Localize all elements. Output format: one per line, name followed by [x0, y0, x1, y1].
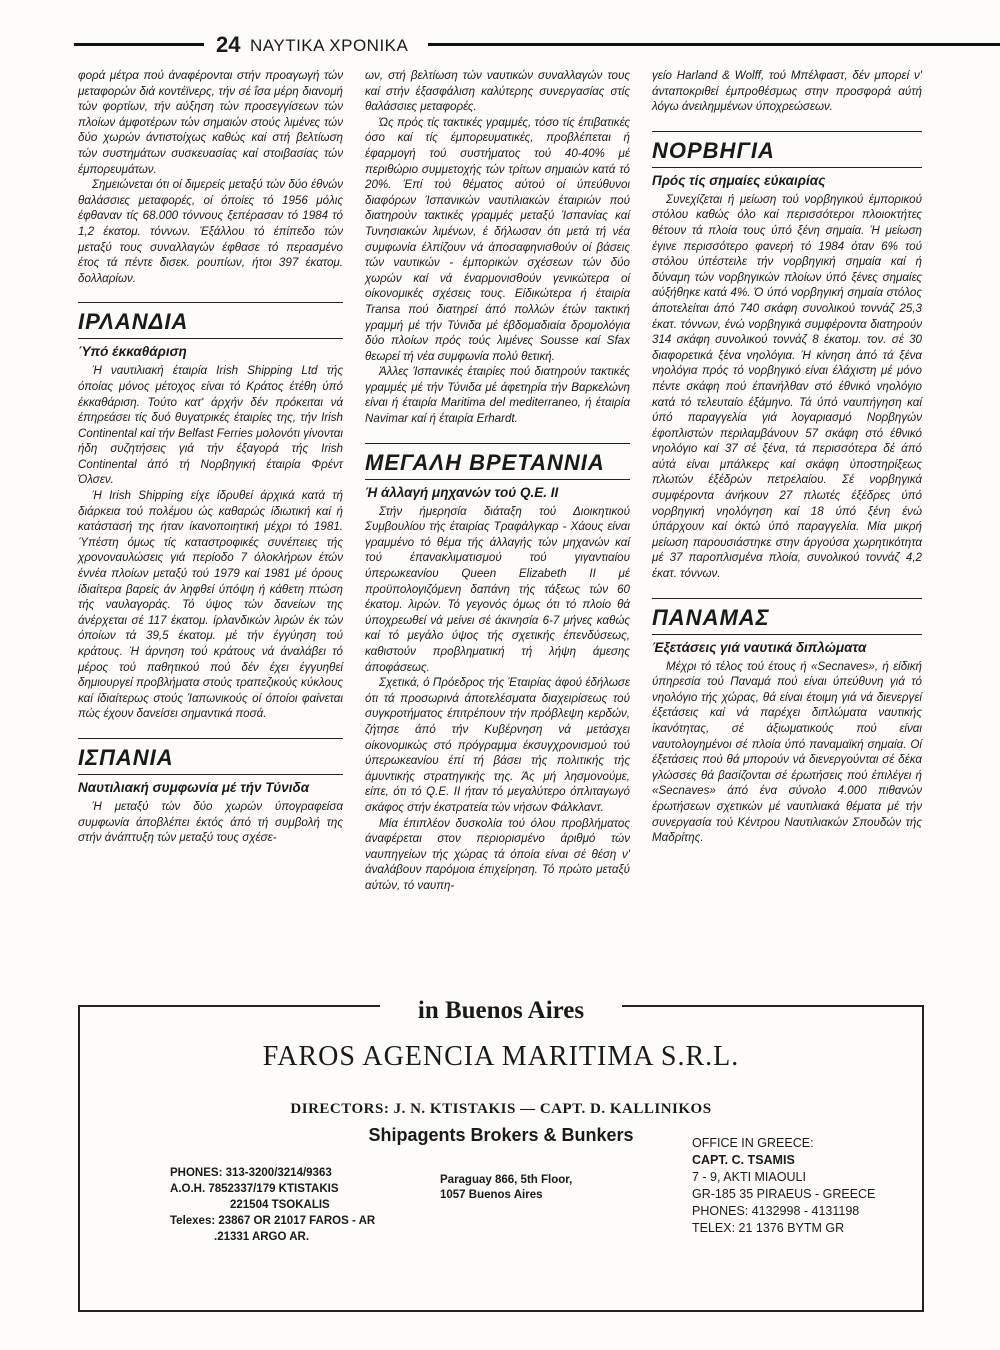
ireland-paragraph-1: Ή ναυτιλιακή έταιρία Irish Shipping Ltd τής όποίας μόνος μέτοχος είναι τό Κράτος έτέθη ύπό έκκαθάριση. Τούτο κατ' άρχήν δέν πρόκειται νά έπηρεάσει τίς δυό θυγατρικές έταιρίες της, τήν Irish Continental καί τήν Belfast Ferries μολονότι γίνονται ήδη συζητήσεις γιά τήν έξαγορά τής Irish Continental άπό τή Νορβηγική έταιρία Φρέντ Όλσεν.: [78, 364, 343, 487]
intro-paragraph-2: Σημειώνεται ότι οί διμερείς μεταξύ τών δύο έθνών θαλάσσιες μεταφορές, οί όποίες τό 1956 μόλις έφθαναν τίς 68.000 τόννους ξεπέρασαν τό 1984 τό 1,2 έκατομ. τόννων. Έξάλλου τό έπίπεδο τών μεταξύ τους συναλλαγών έφθασε τό περασμένο έτος τά πέντε δισεκ. ρουπίων, ήτοι 397 έκατομ. δολλαρίων.: [78, 178, 343, 285]
advertisement-box: [78, 997, 924, 1312]
section-title-panama: ΠΑΝΑΜΑΣ: [652, 604, 770, 630]
section-subtitle-norway: Πρός τίς σημαίες εύκαιρίας: [652, 172, 826, 188]
gb-paragraph-4: γείο Harland & Wolff, τού Μπέλφαστ, δέν μπορεί ν' άνταποκριθεί έμπροθέσμως στην προσφορά αύτή λόγω άνειλημμένων ύποχρεώσεων.: [652, 69, 922, 114]
section-subtitle-great-britain: Ή άλλαγή μηχανών τού Q.E. II: [365, 484, 559, 500]
section-divider: [78, 338, 343, 339]
section-subtitle-panama: Έξετάσεις γιά ναυτικά διπλώματα: [652, 639, 867, 655]
section-subtitle-spain: Ναυτιλιακή συμφωνία μέ τήν Τύνιδα: [78, 779, 310, 795]
ad-office-telex: TELEX: 21 1376 BYTM GR: [692, 1221, 845, 1235]
section-divider: [78, 774, 343, 775]
ad-phones: PHONES: 313-3200/3214/9363: [170, 1167, 332, 1179]
page-number: 24: [216, 32, 241, 57]
ad-company-name: FAROS AGENCIA MARITIMA S.R.L.: [262, 1041, 740, 1072]
ad-office-address-2: GR-185 35 PIRAEUS - GREECE: [692, 1187, 876, 1201]
section-divider: [365, 443, 630, 444]
ad-city: in Buenos Aires: [417, 997, 585, 1024]
header-rule-right: [428, 43, 1000, 46]
spain-paragraph-4: Άλλες Ίσπανικές έταιρίες πού διατηρούν τακτικές γραμμές μέ τήν Τύνιδα μέ άφετηρία τήν Βαρκελώνη είναι ή έταιρία Maritima del mediterraneo, ή έταιρία Navimar καί ή έταιρία Erhardt.: [365, 365, 630, 426]
section-title-great-britain: ΜΕΓΑΛΗ ΒΡΕΤΑΝΝΙΑ: [365, 449, 605, 475]
ad-services: Shipagents Brokers & Bunkers: [368, 1125, 634, 1145]
norway-paragraph-1: Συνεχίζεται ή μείωση τού νορβηγικού έμπορικού στόλου καθώς όλο καί περισσότεροι πλοιοκτήτες θέτουν τά πλοία τους ύπό ξένη σημαία. Ή μείωση έγινε περισσότερο φανερή τό 1984 όταν 6% τού στόλου ύπέστειλε τήν νορβηγική σημαία καί ή δύναμη τών νορβηγικών πλοίων ύπό ξένες σημαίες αύξήθηκε κατά 4%. Ό ύπό νορβηγική σημαία στόλος άποτελείται άπό 740 σκάφη συνολικού τοννάζ 25,3 έκατ. τόννων, ένώ νορβηγικά συμφέροντα διατηρούν 314 σκάφη συνολικού τοννάζ 8 έκατομ. τον. σέ 30 διαφορετικά ξένα νηολόγια. Ή κίνηση άπό τά ξένα νηολόγια πρός τό νορβηγικό είναι έλάχιστη μέ μόνο πέντε σκάφη πού έπανήλθαν στό έθνικό νηολόγιο κατά τό τελευταίο έξάμηνο. Τά ύπό ναυπήγηση καί ύπό παραγγελία γιά λογαριασμό Νορβηγών έφοπλιστών περιλαμβάνουν 57 σκάφη στό έθνικό νηολόγιο καί 37 σέ ξένα, τά περισσότερα δέ άπό αύτά είναι μπάλκερς καί σκάφη ύποστηρίξεως πλωτών έξέδρών πετρελαίου. Σέ νορβηγικά συμφέροντα άνήκουν 27 πλωτές έξέδρες ύπό νορβηγική νηολόγηση καί 18 ύπό ξένη ένώ ύπάρχουν καί όκτώ ύπό παραγγελία. Μία μικρή μείωση παρουσιάστηκε στην άργούσα χωρητικότητα μέ 37 παροπλισμένα πλοία, συνολικού τοννάζ 4,2 έκατ. τόννων.: [652, 192, 922, 581]
ad-address-line-2: 1057 Buenos Aires: [440, 1189, 543, 1201]
section-title-norway: ΝΟΡΒΗΓΙΑ: [652, 137, 775, 163]
spain-paragraph-2: ων, στή βελτίωση τών ναυτικών συναλλαγών τους καί στήν έξασφάλιση καλύτερης συνεργασίας στίς θαλάσσιες μεταφορές.: [365, 69, 630, 114]
section-subtitle-ireland: Ύπό έκκαθάριση: [78, 344, 187, 360]
ad-aoh-2: 221504 TSOKALIS: [230, 1199, 330, 1211]
ad-directors: DIRECTORS: J. N. KTISTAKIS — CAPT. D. KALLINIKOS: [290, 1101, 712, 1117]
section-divider: [365, 479, 630, 480]
ad-address: [440, 1173, 572, 1203]
header-rule-left: [74, 43, 204, 46]
ad-aoh-1: A.O.H. 7852337/179 KTISTAKIS: [170, 1183, 339, 1195]
ad-office-address-1: 7 - 9, AKTI MIAOULI: [692, 1170, 806, 1184]
section-divider: [78, 302, 343, 303]
ireland-paragraph-2: Ή Irish Shipping είχε ίδρυθεί άρχικά κατά τή διάρκεια τού πολέμου ώς καθαρώς ίδιωτική καί ή κατάστασή της ήταν ίκανοποιητική μέχρι τό 1981. Ύπέστη όμως τίς καταστροφικές συνέπειες τής χρονοναυλώσεις γιά περίοδο 7 όλοκλήρων έτών έννέα πλοίων μεταξύ τού 1979 καί 1981 μέ όρους ίδιαίτερα βαρείς άν ληφθεί ύπόψη ή κάθετη πτώση τής ναυλαγοράς. Τό ύψος τών δανείων της άνέρχεται σέ 117 έκατομ. ίρλανδικών λιρών έκ τών όποίων τά 39,5 έκατομ. μέ τήν έγγύηση τού κράτους. Ή άρνηση τού κράτους νά άναλάβει τό μέρος τού παθητικού πού δέν έχει έγγυηθεί δημιουργεί προβλήματα στούς τραπεζικούς κύκλους καί ίδιαίτερως στούς Ίαπωνικούς οί όποίοι φαίνεται πώς έχουν δανείσει σημαντικά ποσά.: [78, 489, 343, 721]
section-divider: [78, 738, 343, 739]
ad-telexes-1: Telexes: 23867 OR 21017 FAROS - AR: [170, 1215, 376, 1227]
section-divider: [652, 598, 922, 599]
ad-telexes-2: .21331 ARGO AR.: [214, 1231, 310, 1243]
page-header: [70, 30, 940, 60]
ad-contacts: [170, 1165, 375, 1245]
publication-title: ΝΑΥΤΙΚΑ ΧΡΟΝΙΚΑ: [250, 36, 409, 55]
section-title-ireland: ΙΡΛΑΝΔΙΑ: [78, 309, 189, 335]
ad-office-greece: [692, 1135, 875, 1237]
gb-paragraph-3: Μία έπιπλέον δυσκολία τού όλου προβλήματος άναφέρεται στον περιορισμένο άριθμό τών ναυπηγείων τής χώρας τά όποία είναι σέ θέση ν' άναλάβουν παρόμοια έπιχείρηση. Τό πρώτο μεταξύ αύτών, τό ναυπη-: [365, 816, 630, 892]
panama-paragraph-1: Μέχρι τό τέλος τού έτους ή «Secnaves», ή είδική ύπηρεσία τού Παναμά πού είναι ύπεύθυνη γιά τό νηολόγιο τής χώρας, θά είναι έτοιμη γιά νά διενεργεί έξετάσεις καί νά παρέχει διπλώματα ναυτικής ίκανότητας, σέ άξιωματικούς πού είναι ναυτολογημένοι σέ πλοία ύπό παναμαϊκή σημαία. Οί έξετάσεις πού θά μπορούν νά διενεργούνται σέ δέκα γλώσσες θά βασίζονται σέ έρωτήσεις πού έπιλέγει ή «Secnaves» άπό ένα σύνολο 4.000 πιθανών έρωτήσεων σχετικών μέ ναυτιλιακά θέματα μέ τήν συνεργασία τού Κέντρου Ναυτιλιακών Σπουδών τής Μαδρίτης.: [652, 659, 922, 845]
spain-paragraph-3: Ώς πρός τίς τακτικές γραμμές, τόσο τίς έπιβατικές όσο καί τίς έμπορευματικές, προβλέπεται ή έφαρμογή τού συστήματος τού 40-40% μέ περιθώριο συμμετοχής τών τρίτων σημαιών κατά τό 20%. Έπί τού θέματος αύτού οί ύπεύθυνοι διαφόρων Ίσπανικών ναυτιλιακών έταιριών πού διατηρούν τακτικές γραμμές μεταξύ Ίσπανίας καί Τυνησιακών λιμένων, έ δήλωσαν ότι μετά τή νέα συμφωνία έλπίζουν νά άποσαφηνισθούν οί βάσεις τών ναυτικών - έμπορικών σχέσεων τών δύο χωρών καί νά έναρμονισθούν γενικώτερα οί οίκονομικές σχέσεις τους. Είδικώτερα ή έταιρία Transa πού διατηρεί άπό πολλών έτών τακτική γραμμή μέ τήν Τύνιδα μέ έβδομαδιαία δρομολόγια δύο πλοίων πρός τούς λιμένες Sousse καί Sfax θεωρεί τή νέα συμφωνία πολύ θετική.: [365, 115, 630, 363]
section-divider: [652, 167, 922, 168]
ad-office-phones: PHONES: 4132998 - 4131198: [692, 1204, 860, 1218]
column-1: [78, 68, 343, 846]
ad-address-line-1: Paraguay 866, 5th Floor,: [440, 1174, 573, 1186]
gb-paragraph-2: Σχετικά, ό Πρόεδρος τής Έταιρίας άφού έδήλωσε ότι τά προσωρινά άποτελέσματα διαχειρίσεως τού συγκροτήματος έπιτρέπουν τήν πρόβλεψη κερδών, ζήτησε άπό τήν Κυβέρνηση νά μετάσχει οίκονομικώς στό πρόγραμμα έκσυγχρονισμού τού ύπερωκεανίου έπί τή βάσει τής πολιτικής τής άμυντικής στρατηγικής της. Άς μή λησμονούμε, είπε, ότι τό Q.E. II ήταν τό μεγαλύτερο όπλιταγωγό σκάφος στήν έκστρατεία τών νήσων Φάλκλαντ.: [365, 676, 630, 814]
ad-office-name: CAPT. C. TSAMIS: [692, 1153, 795, 1167]
column-3: [652, 68, 922, 846]
gb-paragraph-1: Στήν ήμερησία διάταξη τού Διοικητικού Συμβουλίου τής έταιρίας Τραφάλγκαρ - Χάους είναι γραμμένο τό θέμα τής άλλαγής τών μηχανών καί τού έπανακλιματισμού τού γιγαντιαίου ύπερωκεανίου Queen Elizabeth II μέ προϋπολογιζόμενη δαπάνη τής τάξεως τών 60 έκατομ. λιρών. Τό γεγονός όμως ότι τό πλοίο θά ύποχρεωθεί νά μείνει σέ άκινησία 6-7 μήνες καθώς καί τό μεγάλο ύψος τής σχετικής έπενδύσεως, καθιστούν προβληματική τή λήψη άμεσης άποφάσεως.: [365, 504, 630, 674]
section-title-spain: ΙΣΠΑΝΙΑ: [78, 744, 174, 770]
spain-paragraph-1: Ή μεταξύ τών δύο χωρών ύπογραφείσα συμφωνία άποβλέπει έκτός άπό τή συμβολή της στήν άνάπτυξη τών μεταξύ τους σχέσε-: [78, 799, 343, 845]
intro-paragraph-1: φορά μέτρα πού άναφέρονται στήν προαγωγή τών μεταφορών διά κοντέϊνερς, τήν σέ ΐσα μέρη διανομή τών φορτίων, τήν αύξηση τών προσεγγίσεων τών πλοίων άμφοτέρων τών σημαιών στούς λιμένες τών δύο χωρών άντιστοίχως καθώς καί στή βελτίωση τών συστημάτων συσκευασίας καί στοιβασίας τών έμπορευμάτων.: [78, 69, 343, 176]
column-2: [365, 68, 630, 894]
section-divider: [652, 634, 922, 635]
ad-office-title: OFFICE IN GREECE:: [692, 1136, 814, 1150]
section-divider: [652, 131, 922, 132]
